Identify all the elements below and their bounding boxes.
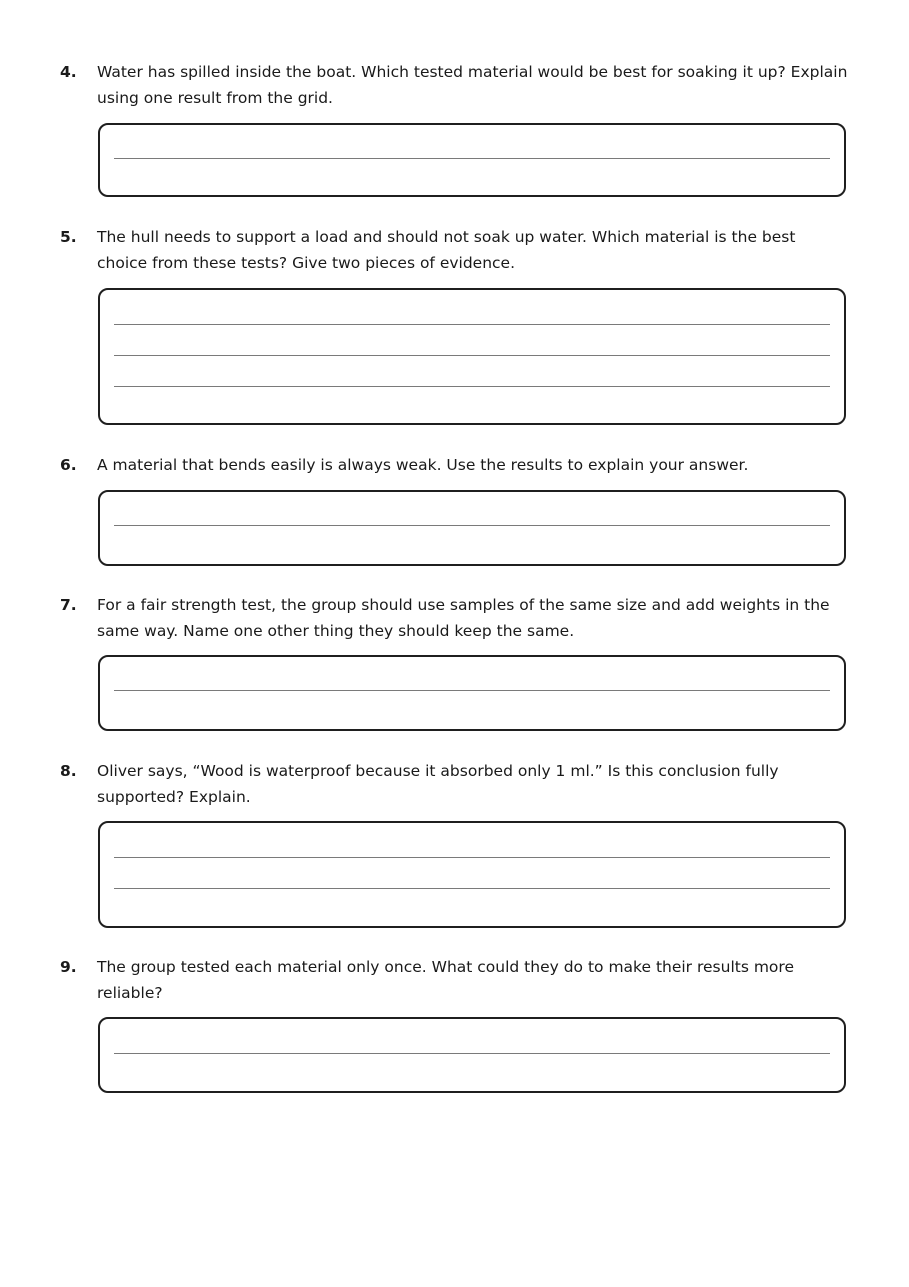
question-text: The hull needs to support a load and should not soak up water. Which material is the best choice from these tests? Give two pieces of evidence. xyxy=(97,228,796,272)
question-text: For a fair strength test, the group should use samples of the same size and add weights in the same way. Name one other thing they should keep the same. xyxy=(97,596,830,640)
question-8 xyxy=(60,758,850,810)
question-number: 9. xyxy=(60,958,77,976)
question-text: A material that bends easily is always weak. Use the results to explain your answer. xyxy=(97,456,749,474)
answer-box[interactable] xyxy=(98,490,846,566)
question-text: Water has spilled inside the boat. Which tested material would be best for soaking it up? Explain using one result from the grid. xyxy=(97,63,848,107)
question-header xyxy=(60,592,850,644)
answer-line xyxy=(114,690,830,691)
answer-box[interactable] xyxy=(98,1017,846,1093)
question-text: Oliver says, “Wood is waterproof because it absorbed only 1 ml.” Is this conclusion fully supported? Explain. xyxy=(97,762,779,806)
question-number: 5. xyxy=(60,228,77,246)
answer-line xyxy=(114,324,830,325)
answer-line xyxy=(114,386,830,387)
answer-line xyxy=(114,888,830,889)
question-header xyxy=(60,758,850,810)
question-header xyxy=(60,452,850,478)
answer-line xyxy=(114,525,830,526)
question-header xyxy=(60,59,850,111)
answer-box[interactable] xyxy=(98,123,846,197)
answer-box[interactable] xyxy=(98,655,846,731)
answer-line xyxy=(114,857,830,858)
question-number: 6. xyxy=(60,456,77,474)
answer-box[interactable] xyxy=(98,821,846,928)
question-number: 7. xyxy=(60,596,77,614)
answer-line xyxy=(114,1053,830,1054)
question-header xyxy=(60,954,850,1006)
question-number: 8. xyxy=(60,762,77,780)
question-5 xyxy=(60,224,850,276)
question-4 xyxy=(60,59,850,111)
question-header xyxy=(60,224,850,276)
question-number: 4. xyxy=(60,63,77,81)
question-7 xyxy=(60,592,850,644)
question-text: The group tested each material only once. What could they do to make their results more reliable? xyxy=(97,958,794,1002)
question-9 xyxy=(60,954,850,1006)
answer-line xyxy=(114,158,830,159)
question-6 xyxy=(60,452,850,478)
answer-box[interactable] xyxy=(98,288,846,425)
answer-line xyxy=(114,355,830,356)
